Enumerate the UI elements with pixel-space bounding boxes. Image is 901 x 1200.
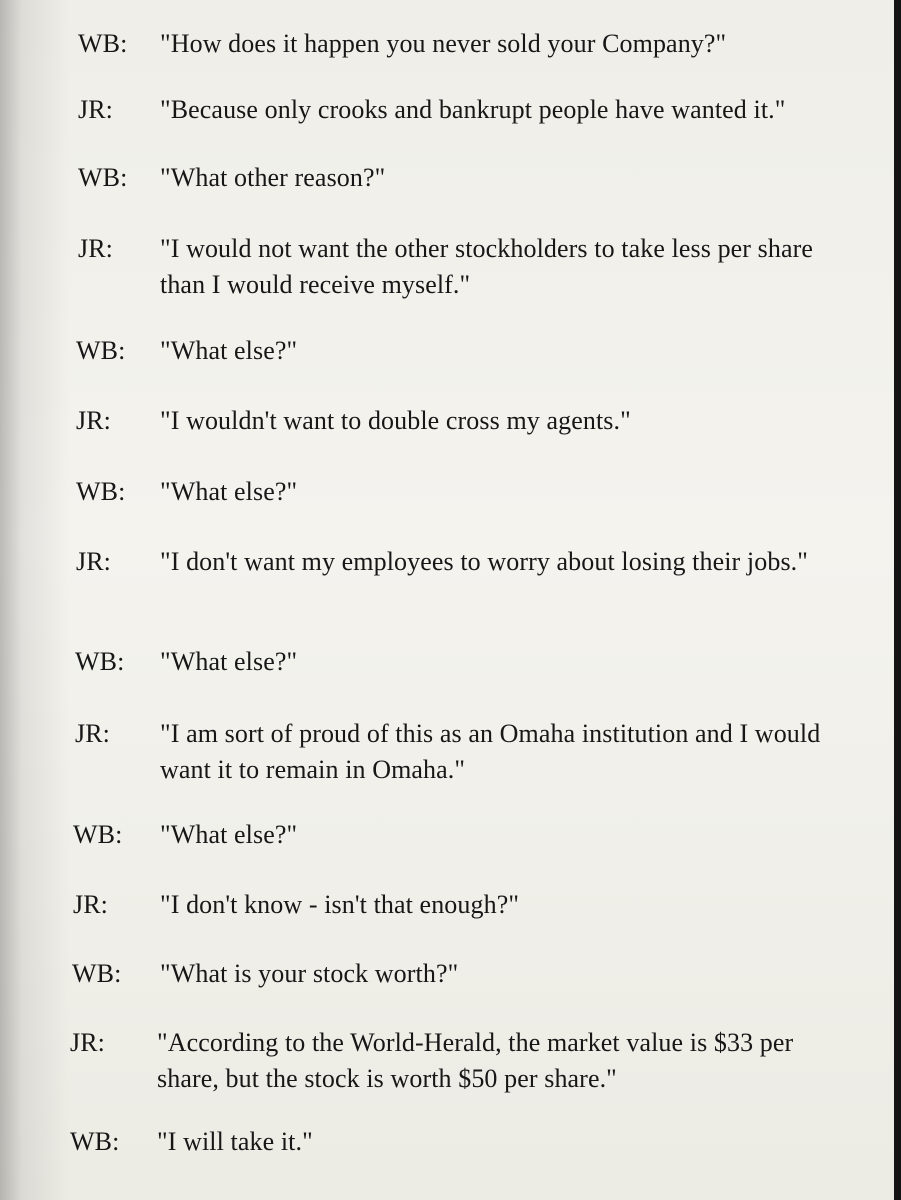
dialogue-text: "I wouldn't want to double cross my agents." <box>160 406 631 435</box>
dialogue-text: "I would not want the other stockholders to take less per share than I would receive myself." <box>160 234 814 299</box>
dialogue-text: "What else?" <box>160 820 298 849</box>
speaker-label: JR: <box>78 234 113 263</box>
page-edge-shadow <box>894 0 901 1200</box>
dialogue-text: "What else?" <box>160 336 298 365</box>
dialogue-text: "I don't know - isn't that enough?" <box>160 890 520 919</box>
speaker-label: WB: <box>70 1127 120 1156</box>
dialogue-text: "What other reason?" <box>160 163 386 192</box>
speaker-label: JR: <box>78 95 113 124</box>
speaker-label: JR: <box>75 719 110 748</box>
dialogue-text: "According to the World-Herald, the market value is $33 per share, but the stock is worth $50 per share." <box>157 1028 794 1093</box>
speaker-label: WB: <box>76 336 126 365</box>
speaker-label: WB: <box>76 477 126 506</box>
speaker-label: JR: <box>73 890 108 919</box>
speaker-label: JR: <box>76 406 111 435</box>
dialogue-text: "I am sort of proud of this as an Omaha institution and I would want it to remain in Omaha." <box>160 719 821 784</box>
dialogue-text: "What else?" <box>160 477 298 506</box>
speaker-label: WB: <box>72 959 122 988</box>
speaker-label: WB: <box>78 29 128 58</box>
dialogue-text: "How does it happen you never sold your Company?" <box>160 29 727 58</box>
speaker-label: JR: <box>70 1028 105 1057</box>
speaker-label: WB: <box>78 163 128 192</box>
dialogue-text: "I don't want my employees to worry about losing their jobs." <box>160 547 808 576</box>
dialogue-text: "What else?" <box>160 647 298 676</box>
speaker-label: WB: <box>73 820 123 849</box>
dialogue-text: "Because only crooks and bankrupt people have wanted it." <box>160 95 786 124</box>
speaker-label: WB: <box>75 647 125 676</box>
speaker-label: JR: <box>76 547 111 576</box>
dialogue-text: "What is your stock worth?" <box>160 959 459 988</box>
dialogue-text: "I will take it." <box>157 1127 313 1156</box>
